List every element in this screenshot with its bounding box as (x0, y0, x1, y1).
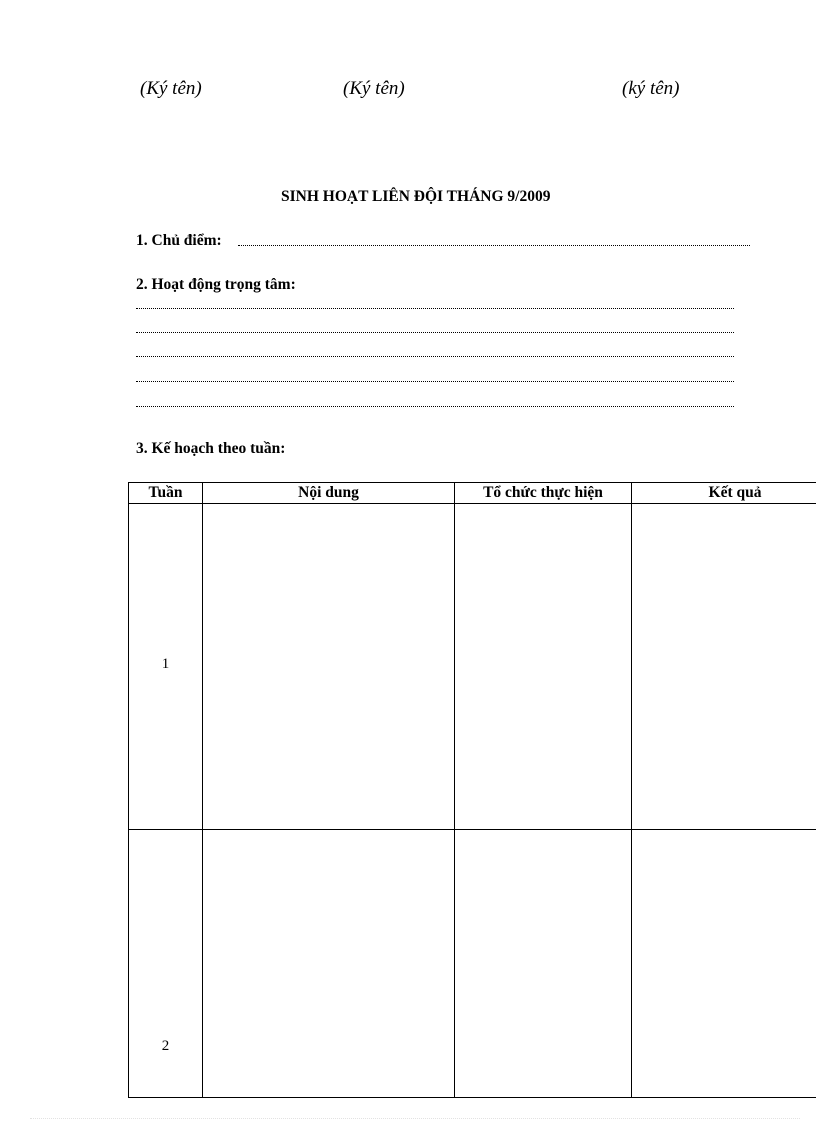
noi-dung-cell (203, 830, 455, 1098)
signature-label-3: (ký tên) (622, 78, 680, 99)
ket-qua-cell (632, 830, 816, 1098)
header-noi-dung: Nội dung (203, 483, 455, 504)
section-hoat-dong-label: 2. Hoạt động trọng tâm: (136, 276, 296, 293)
ket-qua-cell (632, 504, 816, 830)
to-chuc-cell (455, 830, 632, 1098)
table-header-row (129, 483, 816, 504)
signature-label-1: (Ký tên) (140, 78, 202, 99)
header-ket-qua: Kết quả (632, 483, 816, 504)
week-number-cell: 1 (129, 504, 203, 830)
signature-label-2: (Ký tên) (343, 78, 405, 99)
hoat-dong-fill-line-1 (136, 307, 734, 309)
table-row (129, 504, 816, 830)
hoat-dong-fill-line-4 (136, 380, 734, 382)
weekly-plan-table (128, 482, 816, 1098)
hoat-dong-fill-line-3 (136, 355, 734, 357)
document-title: SINH HOẠT LIÊN ĐỘI THÁNG 9/2009 (281, 188, 551, 205)
header-tuan: Tuần (129, 483, 203, 504)
week-number-cell: 2 (129, 830, 203, 1098)
section-chu-diem-label: 1. Chủ điểm: (136, 232, 222, 249)
hoat-dong-fill-line-2 (136, 331, 734, 333)
table-row (129, 830, 816, 1098)
page-footer-divider (30, 1117, 800, 1119)
to-chuc-cell (455, 504, 632, 830)
section-ke-hoach-label: 3. Kế hoạch theo tuần: (136, 440, 286, 457)
noi-dung-cell (203, 504, 455, 830)
hoat-dong-fill-line-5 (136, 405, 734, 407)
chu-diem-fill-line (238, 244, 750, 246)
header-to-chuc-thuc-hien: Tổ chức thực hiện (455, 483, 632, 504)
